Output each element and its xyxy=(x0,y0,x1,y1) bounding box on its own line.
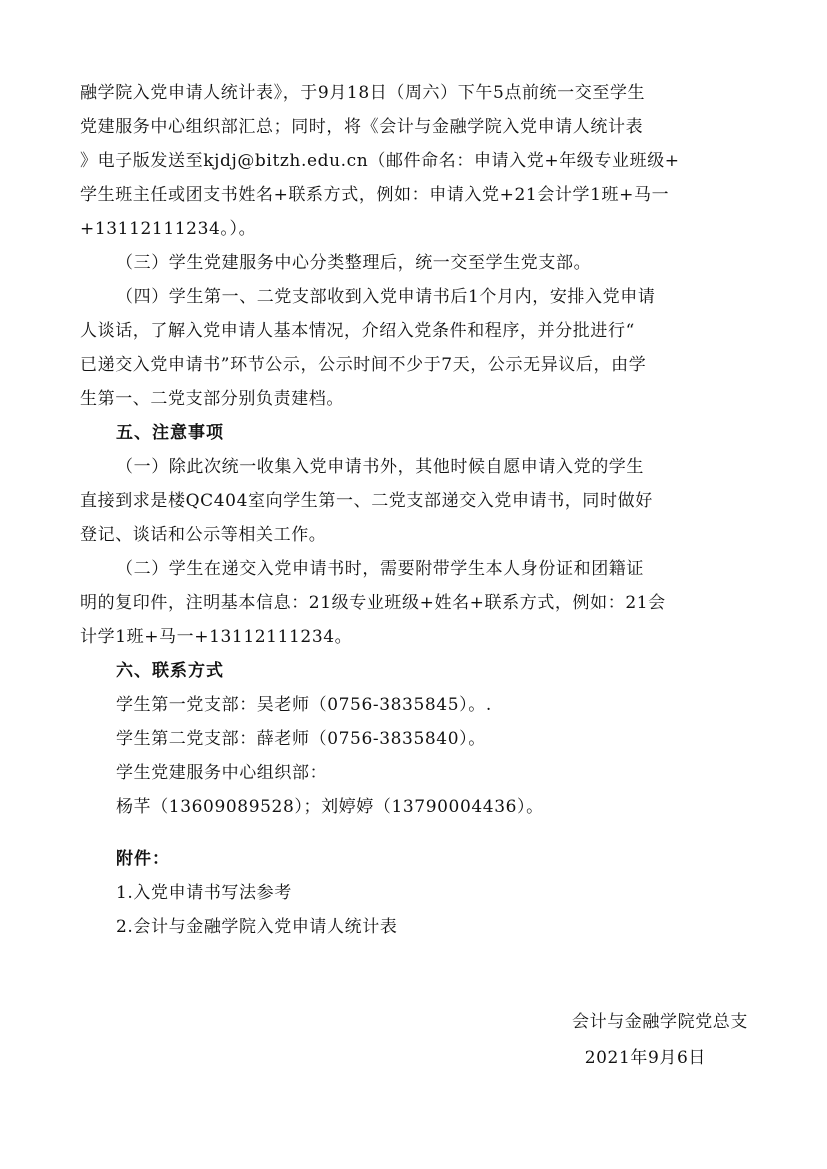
text-line: 党建服务中心组织部汇总；同时，将《会计与金融学院入党申请人统计表 xyxy=(80,117,644,137)
text-line: （二）学生在递交入党申请书时，需要附带学生本人身份证和团籍证 xyxy=(116,559,644,579)
contact-line: 学生第二党支部：薛老师（0756-3835840）。 xyxy=(116,729,486,749)
text-line: 明的复印件，注明基本信息：21级专业班级+姓名+联系方式，例如：21会 xyxy=(80,593,666,613)
text-line: 计学1班+马一+13112111234。 xyxy=(80,627,353,647)
text-line: 融学院入党申请人统计表》，于9月18日（周六）下午5点前统一交至学生 xyxy=(80,83,646,103)
signature-block xyxy=(80,1004,748,1076)
paragraph-note-1 xyxy=(80,450,748,552)
contact-list xyxy=(80,688,748,824)
text-line: 学生班主任或团支书姓名+联系方式，例如：申请入党+21会计学1班+马一 xyxy=(80,185,670,205)
text-line: 》电子版发送至kjdj@bitzh.edu.cn（邮件命名：申请入党+年级专业班级+ xyxy=(80,151,680,171)
signature-date: 2021年9月6日 xyxy=(584,1048,706,1068)
paragraph-item-4 xyxy=(80,280,748,416)
text-line: 人谈话，了解入党申请人基本情况，介绍入党条件和程序，并分批进行“ xyxy=(80,321,635,341)
text-line: 生第一、二党支部分别负责建档。 xyxy=(80,389,344,409)
contact-line: 学生党建服务中心组织部： xyxy=(116,763,328,783)
text-line: 已递交入党申请书”环节公示，公示时间不少于7天，公示无异议后，由学 xyxy=(80,355,647,375)
spacer xyxy=(80,824,748,842)
section-heading-notes: 五、注意事项 xyxy=(116,423,224,443)
section-heading-contacts: 六、联系方式 xyxy=(116,661,224,681)
paragraph-submission xyxy=(80,76,748,246)
text-line: 直接到求是楼QC404室向学生第一、二党支部递交入党申请书，同时做好 xyxy=(80,491,653,511)
contact-line: 杨芊（13609089528）；刘婷婷（13790004436）。 xyxy=(116,797,544,817)
paragraph-item-3 xyxy=(80,246,748,280)
text-line: （四）学生第一、二党支部收到入党申请书后1个月内，安排入党申请 xyxy=(116,287,656,307)
attachment-item: 2.会计与金融学院入党申请人统计表 xyxy=(116,917,398,937)
paragraph-note-2 xyxy=(80,552,748,654)
attachments-heading: 附件： xyxy=(116,849,170,869)
document-body xyxy=(80,76,748,1076)
text-line: +13112111234。）。 xyxy=(80,219,257,239)
contact-line: 学生第一党支部：吴老师（0756-3835845）。. xyxy=(116,695,492,715)
spacer xyxy=(80,944,748,1004)
signature-org: 会计与金融学院党总支 xyxy=(572,1012,748,1032)
text-line: 登记、谈话和公示等相关工作。 xyxy=(80,525,327,545)
attachment-list xyxy=(80,876,748,944)
attachment-item: 1.入党申请书写法参考 xyxy=(116,883,292,903)
text-line: （一）除此次统一收集入党申请书外，其他时候自愿申请入党的学生 xyxy=(116,457,644,477)
text-line: （三）学生党建服务中心分类整理后，统一交至学生党支部。 xyxy=(116,253,592,273)
